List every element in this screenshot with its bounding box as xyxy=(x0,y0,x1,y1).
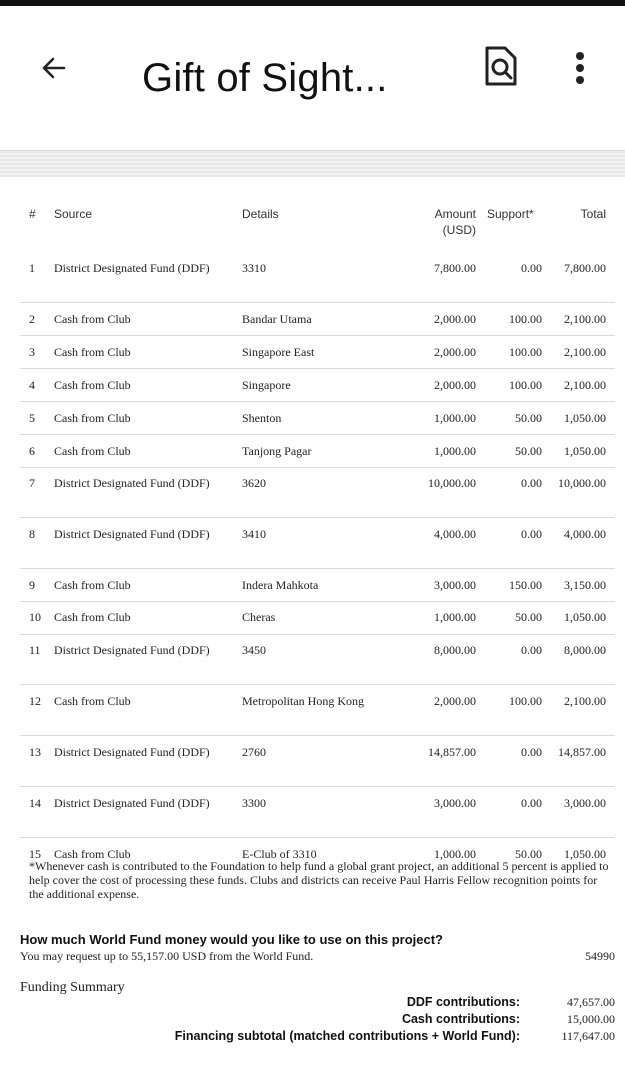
row-source: Cash from Club xyxy=(54,610,131,624)
summary-label-cash: Cash contributions: xyxy=(401,1012,520,1026)
row-details: Tanjong Pagar xyxy=(242,444,312,458)
page-title: Gift of Sight... xyxy=(142,56,388,100)
row-support: 50.00 xyxy=(515,847,542,861)
row-support: 0.00 xyxy=(521,261,542,275)
row-amount: 2,000.00 xyxy=(434,312,476,326)
row-divider xyxy=(20,434,615,435)
row-support: 0.00 xyxy=(521,527,542,541)
row-source: Cash from Club xyxy=(54,694,131,708)
row-amount: 2,000.00 xyxy=(434,378,476,392)
row-divider xyxy=(20,735,615,736)
row-divider xyxy=(20,467,615,468)
row-number: 13 xyxy=(29,745,41,759)
row-total: 3,000.00 xyxy=(564,796,606,810)
row-number: 7 xyxy=(29,476,35,490)
row-number: 3 xyxy=(29,345,35,359)
row-source: Cash from Club xyxy=(54,312,131,326)
row-support: 0.00 xyxy=(521,745,542,759)
header-support: Support* xyxy=(487,207,534,221)
row-support: 50.00 xyxy=(515,444,542,458)
summary-value-cash: 15,000.00 xyxy=(567,1012,615,1026)
row-details: Bandar Utama xyxy=(242,312,312,326)
row-divider xyxy=(20,568,615,569)
row-source: Cash from Club xyxy=(54,345,131,359)
row-divider xyxy=(20,335,615,336)
row-support: 100.00 xyxy=(509,694,542,708)
footnote: *Whenever cash is contributed to the Foundation to help fund a global grant project, an additional 5 percent is applied to help cover the cost of processing these funds. Clubs and districts can receive Paul Harris Fellow recognition points for the additional expense. xyxy=(29,859,609,901)
row-amount: 2,000.00 xyxy=(434,694,476,708)
row-amount: 2,000.00 xyxy=(434,345,476,359)
row-details: 3310 xyxy=(242,261,266,275)
row-amount: 8,000.00 xyxy=(434,643,476,657)
header-number: # xyxy=(29,207,36,221)
row-total: 1,050.00 xyxy=(564,444,606,458)
row-total: 2,100.00 xyxy=(564,378,606,392)
row-number: 8 xyxy=(29,527,35,541)
row-amount: 4,000.00 xyxy=(434,527,476,541)
row-details: Shenton xyxy=(242,411,282,425)
row-details: Indera Mahkota xyxy=(242,578,319,592)
row-divider xyxy=(20,601,615,602)
row-amount: 1,000.00 xyxy=(434,411,476,425)
world-fund-hint: You may request up to 55,157.00 USD from the World Fund. xyxy=(20,949,314,963)
row-number: 5 xyxy=(29,411,35,425)
row-number: 15 xyxy=(29,847,41,861)
row-number: 14 xyxy=(29,796,41,810)
row-support: 100.00 xyxy=(509,345,542,359)
row-details: 3620 xyxy=(242,476,266,490)
row-total: 1,050.00 xyxy=(564,847,606,861)
row-source: District Designated Fund (DDF) xyxy=(54,745,210,759)
summary-label-subtotal: Financing subtotal (matched contributions + World Fund): xyxy=(174,1029,520,1043)
row-details: Cheras xyxy=(242,610,276,624)
row-support: 100.00 xyxy=(509,378,542,392)
arrow-left-icon[interactable] xyxy=(34,48,74,88)
funding-summary-heading: Funding Summary xyxy=(20,980,125,995)
row-total: 10,000.00 xyxy=(558,476,606,490)
row-number: 1 xyxy=(29,261,35,275)
row-support: 100.00 xyxy=(509,312,542,326)
row-number: 6 xyxy=(29,444,35,458)
row-details: Singapore East xyxy=(242,345,315,359)
row-amount: 1,000.00 xyxy=(434,444,476,458)
row-total: 7,800.00 xyxy=(564,261,606,275)
row-number: 9 xyxy=(29,578,35,592)
row-support: 50.00 xyxy=(515,411,542,425)
header-details: Details xyxy=(242,207,279,221)
row-total: 4,000.00 xyxy=(564,527,606,541)
row-support: 0.00 xyxy=(521,643,542,657)
row-details: 3450 xyxy=(242,643,266,657)
row-support: 150.00 xyxy=(509,578,542,592)
header-amount: Amount (USD) xyxy=(434,207,476,237)
header-total: Total xyxy=(580,207,606,221)
row-divider xyxy=(20,837,615,838)
row-divider xyxy=(20,302,615,303)
row-number: 11 xyxy=(29,643,41,657)
row-support: 0.00 xyxy=(521,476,542,490)
row-number: 10 xyxy=(29,610,41,624)
find-in-page-icon[interactable] xyxy=(481,44,521,88)
row-number: 2 xyxy=(29,312,35,326)
row-amount: 7,800.00 xyxy=(434,261,476,275)
row-amount: 1,000.00 xyxy=(434,610,476,624)
row-amount: 10,000.00 xyxy=(428,476,476,490)
row-source: District Designated Fund (DDF) xyxy=(54,476,210,490)
row-details: 2760 xyxy=(242,745,266,759)
row-total: 2,100.00 xyxy=(564,312,606,326)
row-divider xyxy=(20,517,615,518)
row-amount: 1,000.00 xyxy=(434,847,476,861)
row-source: Cash from Club xyxy=(54,578,131,592)
summary-value-subtotal: 117,647.00 xyxy=(561,1029,615,1043)
row-details: 3300 xyxy=(242,796,266,810)
row-total: 1,050.00 xyxy=(564,411,606,425)
page-separator xyxy=(0,150,625,178)
row-total: 3,150.00 xyxy=(564,578,606,592)
row-total: 2,100.00 xyxy=(564,345,606,359)
header-source: Source xyxy=(54,207,93,221)
row-divider xyxy=(20,401,615,402)
row-number: 4 xyxy=(29,378,35,392)
row-support: 0.00 xyxy=(521,796,542,810)
row-divider xyxy=(20,786,615,787)
row-source: District Designated Fund (DDF) xyxy=(54,261,210,275)
row-details: E-Club of 3310 xyxy=(242,847,317,861)
more-vert-icon[interactable] xyxy=(568,46,592,90)
world-fund-value[interactable]: 54990 xyxy=(585,949,615,963)
row-source: District Designated Fund (DDF) xyxy=(54,527,210,541)
row-divider xyxy=(20,368,615,369)
row-source: Cash from Club xyxy=(54,378,131,392)
row-support: 50.00 xyxy=(515,610,542,624)
row-details: Metropolitan Hong Kong xyxy=(242,694,364,708)
row-total: 1,050.00 xyxy=(564,610,606,624)
row-total: 8,000.00 xyxy=(564,643,606,657)
row-source: Cash from Club xyxy=(54,444,131,458)
row-amount: 3,000.00 xyxy=(434,578,476,592)
row-source: Cash from Club xyxy=(54,847,131,861)
summary-value-ddf: 47,657.00 xyxy=(567,995,615,1009)
row-details: Singapore xyxy=(242,378,291,392)
summary-label-ddf: DDF contributions: xyxy=(406,995,520,1009)
row-total: 2,100.00 xyxy=(564,694,606,708)
row-details: 3410 xyxy=(242,527,266,541)
row-source: Cash from Club xyxy=(54,411,131,425)
app-bar xyxy=(0,6,625,144)
row-source: District Designated Fund (DDF) xyxy=(54,643,210,657)
row-amount: 3,000.00 xyxy=(434,796,476,810)
row-divider xyxy=(20,634,615,635)
row-amount: 14,857.00 xyxy=(428,745,476,759)
document-page[interactable] xyxy=(0,177,625,1080)
world-fund-question: How much World Fund money would you like to use on this project? xyxy=(20,932,443,947)
row-source: District Designated Fund (DDF) xyxy=(54,796,210,810)
row-number: 12 xyxy=(29,694,41,708)
row-divider xyxy=(20,684,615,685)
row-total: 14,857.00 xyxy=(558,745,606,759)
